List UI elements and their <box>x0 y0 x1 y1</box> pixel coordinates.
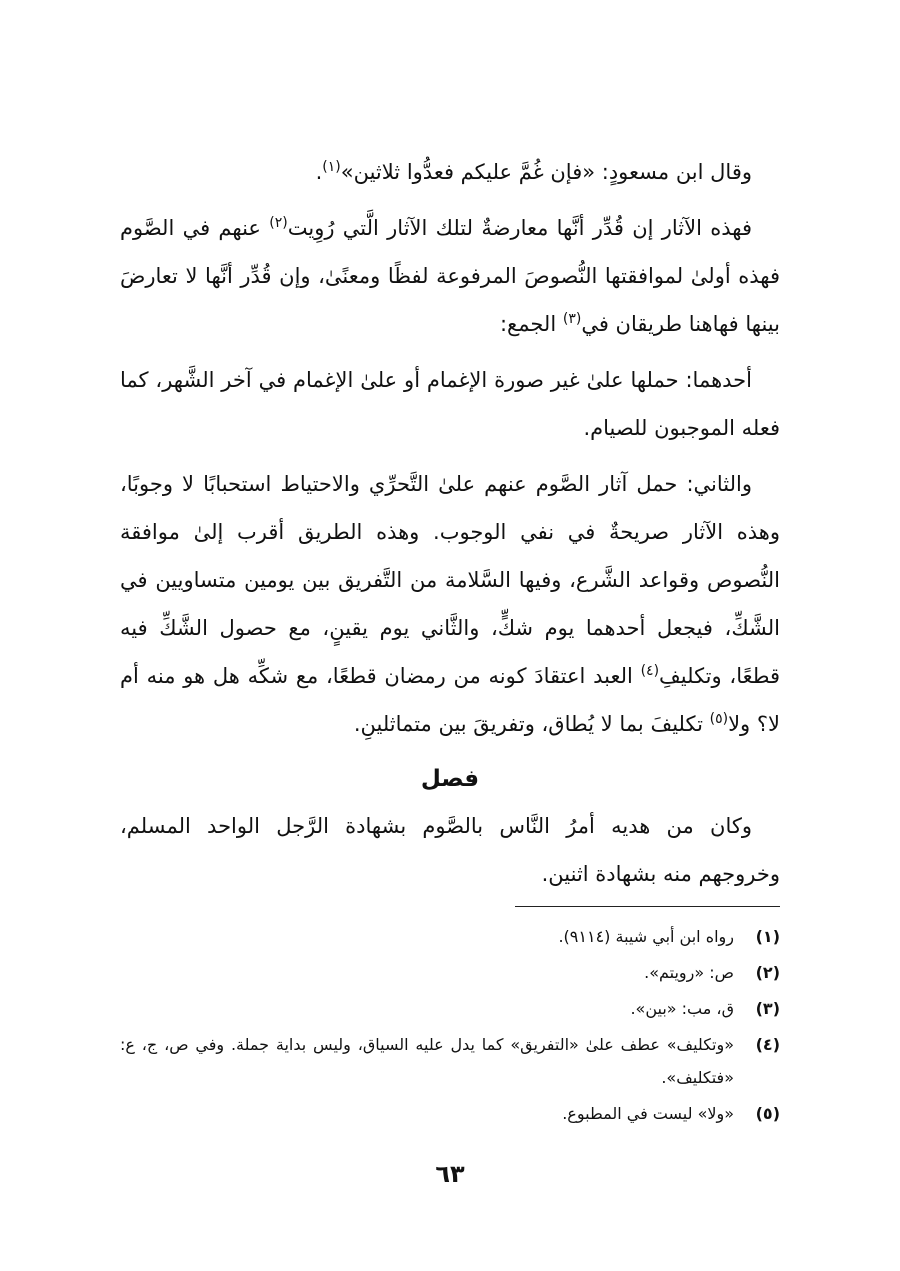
paragraph-text: الجمع: <box>499 312 563 336</box>
paragraph-athar <box>120 204 780 348</box>
paragraph-ibn-masud <box>120 148 780 196</box>
footnote-item <box>120 1097 780 1130</box>
paragraph-second-way <box>120 460 780 748</box>
footnote-item <box>120 992 780 1025</box>
footnote-number: (٤) <box>755 1035 780 1054</box>
paragraph-text: وكان من هديه أمرُ النَّاس بالصَّوم بشهادة الرَّجل الواحد المسلم، وخروجهم منه بشهادة اثنين. <box>120 814 780 886</box>
footnote-ref-4: (٤) <box>640 663 660 679</box>
footnote-item <box>120 920 780 953</box>
footnote-ref-5: (٥) <box>709 711 729 727</box>
paragraph-text: . <box>315 160 323 184</box>
footnote-ref-2: (٢) <box>269 215 288 231</box>
paragraph-text: العبد اعتقادَ كونه من رمضان قطعًا، مع شكِّه هل هو منه أم لا؟ ولا <box>120 664 780 736</box>
footnote-number: (١) <box>755 927 780 946</box>
footnote-text: «وتكليف» عطف علىٰ «التفريق» كما يدل عليه السياق، وليس بداية جملة. وفي ص، ج، ع: «فتكليف». <box>120 1035 734 1087</box>
page-number: ٦٣ <box>435 1160 465 1188</box>
footnote-number: (٥) <box>755 1104 780 1123</box>
footnote-number: (٢) <box>755 963 780 982</box>
footnote-text: «ولا» ليست في المطبوع. <box>562 1104 734 1123</box>
footnote-item <box>120 1028 780 1094</box>
paragraph-text: والثاني: حمل آثار الصَّوم عنهم علىٰ التَّحرِّي والاحتياط استحبابًا لا وجوبًا، وهذه الآثار صريحةٌ في نفي الوجوب. وهذه الطريق أقرب إلىٰ موافقة النُّصوص وقواعد الشَّرع، وفيها السَّلامة من التَّفريق بين يومين متساويين في الشَّكِّ، فيجعل أحدهما يوم شكٍّ، والثَّاني يوم يقينٍ، مع حصول الشَّكِّ فيه قطعًا، وتكليفِ <box>120 472 780 688</box>
paragraph-text: فهذه الآثار إن قُدِّر أنَّها معارضةٌ لتلك الآثار الَّتي رُوِيت <box>287 216 752 240</box>
footnotes-list <box>120 920 780 1133</box>
main-text <box>120 148 780 906</box>
footnote-ref-1: (١) <box>322 159 341 175</box>
paragraph-text: وقال ابن مسعودٍ: «فإن غُمَّ عليكم فعدُّوا ثلاثين» <box>340 160 752 184</box>
footnote-text: رواه ابن أبي شيبة (٩١١٤). <box>558 927 734 946</box>
paragraph-text: أحدهما: حملها علىٰ غير صورة الإغمام أو علىٰ الإغمام في آخر الشَّهر، كما فعله الموجبون للصيام. <box>120 368 780 440</box>
paragraph-section <box>120 802 780 898</box>
footnote-item <box>120 956 780 989</box>
section-heading: فصل <box>420 766 480 792</box>
footnote-text: ص: «رويتم». <box>644 963 734 982</box>
footnote-text: ق، مب: «بين». <box>630 999 734 1018</box>
footnote-ref-3: (٣) <box>562 311 582 327</box>
paragraph-text: عنهم في الصَّوم فهذه أولىٰ لموافقتها النُّصوصَ المرفوعة لفظًا ومعنًىٰ، وإن قُدِّر أنَّها لا تعارضَ بينها فهاهنا طريقان في <box>120 216 780 336</box>
footnote-number: (٣) <box>755 999 780 1018</box>
paragraph-text: تكليفَ بما لا يُطاق، وتفريقَ بين متماثلينِ. <box>353 712 710 736</box>
footnote-divider <box>515 906 780 907</box>
paragraph-first-way <box>120 356 780 452</box>
